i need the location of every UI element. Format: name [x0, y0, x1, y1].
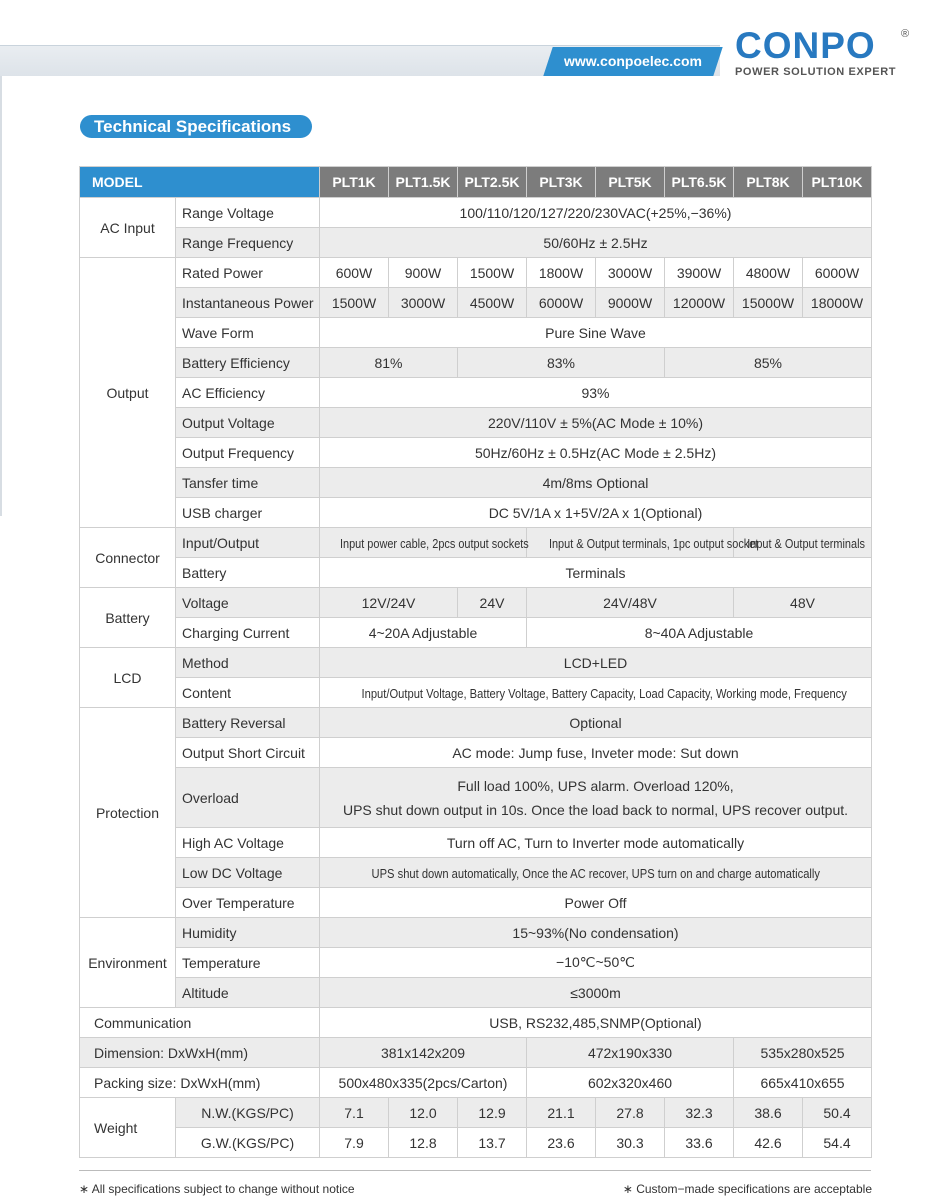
- cell-value: 15000W: [734, 288, 803, 318]
- cell-value: 42.6: [734, 1128, 803, 1158]
- cell-value: 9000W: [596, 288, 665, 318]
- cell-value: 48V: [734, 588, 872, 618]
- cell-value: Pure Sine Wave: [320, 318, 872, 348]
- cell-value: Terminals: [320, 558, 872, 588]
- cell-value: 83%: [458, 348, 665, 378]
- cell-value: [527, 528, 759, 558]
- table-row: [80, 378, 872, 408]
- cell-value: 6000W: [803, 258, 872, 288]
- group-weight: Weight: [80, 1098, 176, 1158]
- cell-value: 81%: [320, 348, 458, 378]
- cell-value: 4500W: [458, 288, 527, 318]
- cell-value: 30.3: [596, 1128, 665, 1158]
- row-label: Tansfer time: [176, 468, 320, 498]
- model-name: PLT5K: [596, 167, 665, 198]
- row-label: Temperature: [176, 948, 320, 978]
- website-url[interactable]: www.conpoelec.com: [543, 47, 722, 76]
- cell-value: 7.1: [320, 1098, 389, 1128]
- model-name: PLT10K: [803, 167, 872, 198]
- cell-value: 15~93%(No condensation): [320, 918, 872, 948]
- overload-line-2: UPS shut down output in 10s. Once the load back to normal, UPS recover output.: [342, 801, 849, 818]
- row-label: N.W.(KGS/PC): [176, 1098, 320, 1128]
- brand-tagline: POWER SOLUTION EXPERT: [735, 66, 897, 78]
- row-label: Low DC Voltage: [176, 858, 320, 888]
- cell-value: 18000W: [803, 288, 872, 318]
- row-label: Battery: [176, 558, 320, 588]
- group-ac-input: AC Input: [80, 198, 176, 258]
- table-row: [80, 1128, 872, 1158]
- table-header-row: [80, 167, 872, 198]
- brand-name: CONPO: [735, 25, 876, 66]
- cell-value: 93%: [320, 378, 872, 408]
- cell-value: 12V/24V: [320, 588, 458, 618]
- group-battery: Battery: [80, 588, 176, 648]
- cell-value: 21.1: [527, 1098, 596, 1128]
- group-protection: Protection: [80, 708, 176, 918]
- row-label: Communication: [80, 1008, 320, 1038]
- overload-line-1: Full load 100%, UPS alarm. Overload 120%,: [457, 777, 734, 794]
- row-label: Input/Output: [176, 528, 320, 558]
- left-rule: [0, 76, 2, 516]
- row-label: Range Frequency: [176, 228, 320, 258]
- cell-value: 6000W: [527, 288, 596, 318]
- group-environment: Environment: [80, 918, 176, 1008]
- table-row: [80, 408, 872, 438]
- row-label: Charging Current: [176, 618, 320, 648]
- cell-value: 100/110/120/127/220/230VAC(+25%,−36%): [320, 198, 872, 228]
- cell-value: 32.3: [665, 1098, 734, 1128]
- table-row: [80, 648, 872, 678]
- row-label: USB charger: [176, 498, 320, 528]
- row-label: Battery Efficiency: [176, 348, 320, 378]
- cell-value: 12.9: [458, 1098, 527, 1128]
- cell-value: 4~20A Adjustable: [320, 618, 527, 648]
- table-row: [80, 768, 872, 828]
- cell-value: −10℃~50℃: [320, 948, 872, 978]
- row-label: Packing size: DxWxH(mm): [80, 1068, 320, 1098]
- model-name: PLT3K: [527, 167, 596, 198]
- cell-value: 50/60Hz ± 2.5Hz: [320, 228, 872, 258]
- model-header: MODEL: [80, 167, 320, 198]
- row-label: AC Efficiency: [176, 378, 320, 408]
- cell-value: [320, 678, 872, 708]
- table-row: [80, 678, 872, 708]
- table-row: [80, 588, 872, 618]
- row-label: Range Voltage: [176, 198, 320, 228]
- cell-text: Input/Output Voltage, Battery Voltage, Battery Capacity, Load Capacity, Working mode, Frequency: [361, 685, 847, 701]
- cell-value: [734, 528, 872, 558]
- cell-value: 24V: [458, 588, 527, 618]
- cell-value: 600W: [320, 258, 389, 288]
- table-row: [80, 348, 872, 378]
- cell-value: 3900W: [665, 258, 734, 288]
- row-label: Voltage: [176, 588, 320, 618]
- row-label: Humidity: [176, 918, 320, 948]
- row-label: Method: [176, 648, 320, 678]
- table-row: [80, 198, 872, 228]
- model-name: PLT8K: [734, 167, 803, 198]
- cell-value: 8~40A Adjustable: [527, 618, 872, 648]
- cell-value: 1500W: [320, 288, 389, 318]
- footer-note-left: ∗ All specifications subject to change without notice: [79, 1182, 355, 1196]
- table-row: [80, 558, 872, 588]
- cell-value: 472x190x330: [527, 1038, 734, 1068]
- cell-text: Input power cable, 2pcs output sockets: [339, 535, 529, 551]
- row-label: Output Frequency: [176, 438, 320, 468]
- cell-value: 4800W: [734, 258, 803, 288]
- row-label: Overload: [176, 768, 320, 828]
- table-row: [80, 1038, 872, 1068]
- row-label: Over Temperature: [176, 888, 320, 918]
- group-output: Output: [80, 258, 176, 528]
- table-row: [80, 918, 872, 948]
- cell-value: 12.0: [389, 1098, 458, 1128]
- cell-value: 38.6: [734, 1098, 803, 1128]
- spec-table: [79, 166, 872, 1158]
- cell-value: 220V/110V ± 5%(AC Mode ± 10%): [320, 408, 872, 438]
- table-row: [80, 888, 872, 918]
- table-row: [80, 1098, 872, 1128]
- cell-value: 85%: [665, 348, 872, 378]
- table-row: [80, 858, 872, 888]
- cell-value: 1500W: [458, 258, 527, 288]
- cell-text: UPS shut down automatically, Once the AC recover, UPS turn on and charge automatically: [371, 865, 820, 881]
- cell-value: 3000W: [389, 288, 458, 318]
- registered-mark: ®: [901, 28, 910, 40]
- table-row: [80, 618, 872, 648]
- table-row: [80, 708, 872, 738]
- cell-value: Turn off AC, Turn to Inverter mode automatically: [320, 828, 872, 858]
- table-row: [80, 1068, 872, 1098]
- cell-value: 1800W: [527, 258, 596, 288]
- group-lcd: LCD: [80, 648, 176, 708]
- row-label: Output Voltage: [176, 408, 320, 438]
- cell-value: 33.6: [665, 1128, 734, 1158]
- cell-value: ≤3000m: [320, 978, 872, 1008]
- cell-value: 12000W: [665, 288, 734, 318]
- cell-value: 500x480x335(2pcs/Carton): [320, 1068, 527, 1098]
- cell-text: Input & Output terminals: [747, 535, 865, 551]
- table-row: [80, 228, 872, 258]
- cell-value: 602x320x460: [527, 1068, 734, 1098]
- model-name: PLT6.5K: [665, 167, 734, 198]
- row-label: High AC Voltage: [176, 828, 320, 858]
- cell-value: 535x280x525: [734, 1038, 872, 1068]
- table-row: [80, 528, 872, 558]
- table-row: [80, 738, 872, 768]
- table-row: [80, 468, 872, 498]
- cell-value: Power Off: [320, 888, 872, 918]
- table-row: [80, 828, 872, 858]
- table-row: [80, 258, 872, 288]
- model-name: PLT2.5K: [458, 167, 527, 198]
- section-title: Technical Specifications: [80, 115, 312, 138]
- footer-rule: [79, 1170, 871, 1171]
- table-row: [80, 978, 872, 1008]
- table-row: [80, 498, 872, 528]
- cell-value: 900W: [389, 258, 458, 288]
- cell-value: USB, RS232,485,SNMP(Optional): [320, 1008, 872, 1038]
- cell-value: Optional: [320, 708, 872, 738]
- model-name: PLT1.5K: [389, 167, 458, 198]
- table-row: [80, 318, 872, 348]
- cell-value: 7.9: [320, 1128, 389, 1158]
- table-row: [80, 948, 872, 978]
- row-label: Dimension: DxWxH(mm): [80, 1038, 320, 1068]
- cell-value: 4m/8ms Optional: [320, 468, 872, 498]
- cell-value: 3000W: [596, 258, 665, 288]
- cell-value: 381x142x209: [320, 1038, 527, 1068]
- table-row: [80, 438, 872, 468]
- cell-value: 24V/48V: [527, 588, 734, 618]
- cell-value: 54.4: [803, 1128, 872, 1158]
- table-row: [80, 288, 872, 318]
- cell-value: DC 5V/1A x 1+5V/2A x 1(Optional): [320, 498, 872, 528]
- cell-value: 50.4: [803, 1098, 872, 1128]
- cell-value: [320, 858, 872, 888]
- cell-value: 23.6: [527, 1128, 596, 1158]
- footer-note-right: ∗ Custom−made specifications are acceptable: [622, 1182, 872, 1196]
- brand-logo: [735, 25, 915, 78]
- model-name: PLT1K: [320, 167, 389, 198]
- row-label: Battery Reversal: [176, 708, 320, 738]
- cell-value: [320, 768, 872, 828]
- row-label: G.W.(KGS/PC): [176, 1128, 320, 1158]
- table-row: [80, 1008, 872, 1038]
- cell-value: AC mode: Jump fuse, Inveter mode: Sut down: [320, 738, 872, 768]
- row-label: Wave Form: [176, 318, 320, 348]
- cell-value: 12.8: [389, 1128, 458, 1158]
- cell-value: 665x410x655: [734, 1068, 872, 1098]
- row-label: Output Short Circuit: [176, 738, 320, 768]
- cell-value: 27.8: [596, 1098, 665, 1128]
- row-label: Altitude: [176, 978, 320, 1008]
- cell-value: 50Hz/60Hz ± 0.5Hz(AC Mode ± 2.5Hz): [320, 438, 872, 468]
- row-label: Rated Power: [176, 258, 320, 288]
- group-connector: Connector: [80, 528, 176, 588]
- cell-value: 13.7: [458, 1128, 527, 1158]
- cell-value: LCD+LED: [320, 648, 872, 678]
- cell-value: [320, 528, 527, 558]
- cell-text: Input & Output terminals, 1pc output socket: [548, 535, 759, 551]
- row-label: Instantaneous Power: [176, 288, 320, 318]
- row-label: Content: [176, 678, 320, 708]
